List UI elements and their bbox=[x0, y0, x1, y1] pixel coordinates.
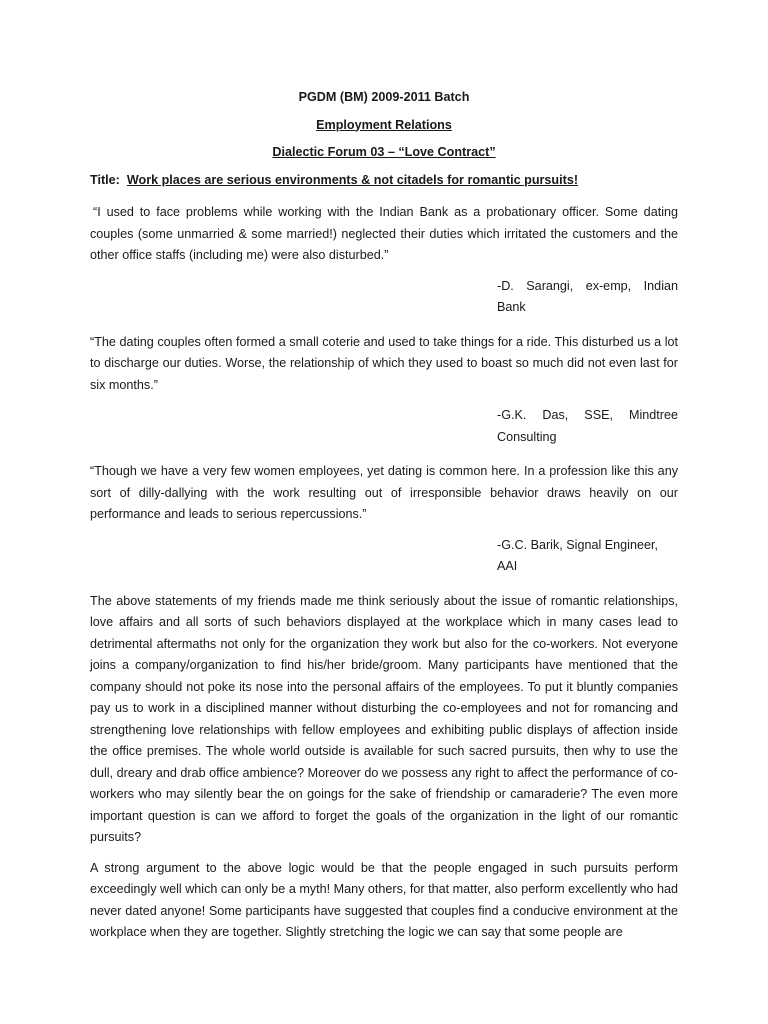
document-title bbox=[90, 170, 678, 192]
quote-1: “I used to face problems while working with the Indian Bank as a probationary officer. Some dating couples (some unmarried & some married!) neglected their duties which irritated the customers and the other office staffs (including me) were also disturbed.” bbox=[90, 205, 678, 262]
body-paragraph-1: The above statements of my friends made me think seriously about the issue of romantic relationships, love affairs and all sorts of such behaviors displayed at the workplace which in many cases lead to detrimental aftermaths not only for the organization they work but also for the co-workers. Not everyone joins a company/organization to find his/her bride/groom. Many participants have mentioned that the company should not poke its nose into the personal affairs of the employees. To put it bluntly companies pay us to work in a disciplined manner without disturbing the co-employees and not for romancing and strengthening love relationships with fellow employees and exhibiting public displays of affection inside the office premises. The whole world outside is available for such sacred pursuits, then why to use the dull, dreary and drab office ambience? Moreover do we possess any right to affect the performance of co-workers who may silently bear the on goings for the sake of friendship or camaraderie? The even more important question is can we afford to forget the goals of the organization in the light of our romantic pursuits? bbox=[90, 593, 678, 844]
body-paragraph-2: A strong argument to the above logic would be that the people engaged in such pursuits perform exceedingly well which can only be a myth! Many others, for that matter, also perform excellently who had never dated anyone! Some participants have suggested that couples find a conducive environment at the workplace when they are together. Slightly stretching the logic we can say that some people are bbox=[90, 860, 678, 939]
quote-3: “Though we have a very few women employees, yet dating is common here. In a profession like this any sort of dilly-dallying with the work resulting out of irresponsible behavior draws heavily on our performance and leads to serious repercussions.” bbox=[90, 464, 678, 521]
title-label: Title: bbox=[90, 172, 120, 187]
batch-heading: PGDM (BM) 2009-2011 Batch bbox=[298, 90, 470, 104]
document-body bbox=[90, 87, 678, 953]
course-heading: Employment Relations bbox=[316, 117, 452, 132]
forum-heading: Dialectic Forum 03 – “Love Contract” bbox=[272, 145, 496, 159]
quote-2-attribution: -G.K. Das, SSE, Mindtree Consulting bbox=[497, 408, 678, 444]
quote-3-attribution: -G.C. Barik, Signal Engineer, AAI bbox=[497, 537, 658, 573]
quote-2: “The dating couples often formed a small coterie and used to take things for a ride. This disturbed us a lot to discharge our duties. Worse, the relationship of which they used to boast so much did not even last for six months.” bbox=[90, 334, 678, 392]
quote-1-attribution: -D. Sarangi, ex-emp, Indian Bank bbox=[497, 278, 678, 314]
title-text: Work places are serious environments & not citadels for romantic pursuits! bbox=[126, 172, 579, 187]
